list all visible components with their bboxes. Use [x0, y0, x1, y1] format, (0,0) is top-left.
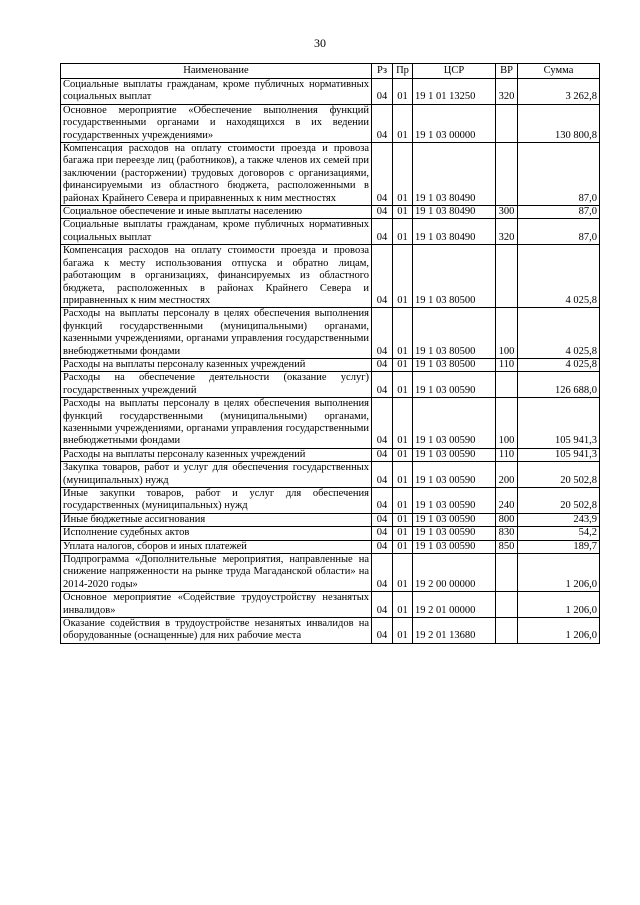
cell-rz: 04 [372, 448, 393, 461]
table-row [61, 488, 600, 514]
cell-pr: 01 [393, 592, 413, 618]
cell-pr: 01 [393, 448, 413, 461]
cell-sum: 3 262,8 [518, 79, 600, 105]
cell-vr: 110 [496, 358, 518, 371]
table-header-row [61, 64, 600, 79]
table-row [61, 527, 600, 540]
column-header-name: Наименование [61, 64, 372, 79]
cell-csr: 19 2 01 13680 [413, 618, 496, 644]
cell-pr: 01 [393, 79, 413, 105]
column-header-pr: Пр [393, 64, 413, 79]
cell-pr: 01 [393, 398, 413, 449]
cell-pr: 01 [393, 143, 413, 206]
cell-pr: 01 [393, 618, 413, 644]
cell-name: Закупка товаров, работ и услуг для обеспечения государственных (муниципальных) нужд [61, 462, 372, 488]
cell-name: Оказание содействия в трудоустройстве незанятых инвалидов на оборудованные (оснащенные) для них рабочие места [61, 618, 372, 644]
cell-rz: 04 [372, 104, 393, 142]
cell-pr: 01 [393, 219, 413, 245]
cell-name: Расходы на обеспечение деятельности (оказание услуг) государственных учреждений [61, 372, 372, 398]
cell-csr: 19 1 03 00590 [413, 488, 496, 514]
cell-rz: 04 [372, 592, 393, 618]
cell-sum: 126 688,0 [518, 372, 600, 398]
cell-vr: 320 [496, 79, 518, 105]
cell-name: Расходы на выплаты персоналу казенных учреждений [61, 448, 372, 461]
cell-name: Компенсация расходов на оплату стоимости проезда и провоза багажа к месту использования отпуска и обратно лицам, работающим в организациях, финансируемых из областного бюджета, расположенных в районах Крайнего Севера и приравненных к ним местностях [61, 245, 372, 308]
cell-sum: 1 206,0 [518, 554, 600, 592]
cell-csr: 19 2 01 00000 [413, 592, 496, 618]
cell-pr: 01 [393, 488, 413, 514]
cell-rz: 04 [372, 398, 393, 449]
cell-vr [496, 104, 518, 142]
cell-rz: 04 [372, 618, 393, 644]
cell-pr: 01 [393, 554, 413, 592]
cell-name: Подпрограмма «Дополнительные мероприятия, направленные на снижение напряженности на рынке труда Магаданской области» на 2014-2020 годы» [61, 554, 372, 592]
cell-vr [496, 554, 518, 592]
cell-pr: 01 [393, 372, 413, 398]
cell-sum: 4 025,8 [518, 245, 600, 308]
cell-sum: 87,0 [518, 219, 600, 245]
table-row [61, 540, 600, 553]
cell-name: Основное мероприятие «Содействие трудоустройству незанятых инвалидов» [61, 592, 372, 618]
cell-rz: 04 [372, 143, 393, 206]
cell-csr: 19 1 03 80500 [413, 358, 496, 371]
cell-rz: 04 [372, 462, 393, 488]
table-row [61, 618, 600, 644]
cell-vr: 240 [496, 488, 518, 514]
table-row [61, 513, 600, 526]
cell-sum: 189,7 [518, 540, 600, 553]
cell-sum: 4 025,8 [518, 308, 600, 359]
cell-rz: 04 [372, 554, 393, 592]
cell-rz: 04 [372, 488, 393, 514]
table-row [61, 79, 600, 105]
cell-rz: 04 [372, 308, 393, 359]
cell-rz: 04 [372, 219, 393, 245]
cell-name: Расходы на выплаты персоналу в целях обеспечения выполнения функций государственными (муниципальными) органами, казенными учреждениями, органами управления государственными внебюджетными фондами [61, 398, 372, 449]
cell-name: Расходы на выплаты персоналу казенных учреждений [61, 358, 372, 371]
cell-vr: 100 [496, 308, 518, 359]
cell-rz: 04 [372, 206, 393, 219]
cell-sum: 20 502,8 [518, 462, 600, 488]
table-row [61, 219, 600, 245]
cell-csr: 19 1 03 00590 [413, 513, 496, 526]
table-row [61, 245, 600, 308]
cell-sum: 1 206,0 [518, 592, 600, 618]
cell-sum: 105 941,3 [518, 448, 600, 461]
cell-csr: 19 1 03 80500 [413, 308, 496, 359]
table-row [61, 462, 600, 488]
cell-sum: 87,0 [518, 143, 600, 206]
cell-sum: 130 800,8 [518, 104, 600, 142]
cell-vr: 100 [496, 398, 518, 449]
cell-sum: 54,2 [518, 527, 600, 540]
cell-vr [496, 592, 518, 618]
cell-vr: 850 [496, 540, 518, 553]
cell-vr [496, 372, 518, 398]
cell-csr: 19 1 03 00000 [413, 104, 496, 142]
cell-vr [496, 143, 518, 206]
cell-pr: 01 [393, 206, 413, 219]
table-row [61, 448, 600, 461]
cell-vr [496, 245, 518, 308]
cell-vr: 300 [496, 206, 518, 219]
cell-csr: 19 1 03 80500 [413, 245, 496, 308]
cell-sum: 1 206,0 [518, 618, 600, 644]
cell-pr: 01 [393, 245, 413, 308]
cell-vr: 110 [496, 448, 518, 461]
column-header-vr: ВР [496, 64, 518, 79]
cell-sum: 105 941,3 [518, 398, 600, 449]
table-row [61, 398, 600, 449]
table-row [61, 143, 600, 206]
budget-table [60, 63, 600, 644]
cell-sum: 4 025,8 [518, 358, 600, 371]
page-number: 30 [314, 36, 326, 50]
column-header-sum: Сумма [518, 64, 600, 79]
cell-rz: 04 [372, 513, 393, 526]
cell-name: Уплата налогов, сборов и иных платежей [61, 540, 372, 553]
cell-pr: 01 [393, 513, 413, 526]
cell-sum: 20 502,8 [518, 488, 600, 514]
cell-csr: 19 1 03 80490 [413, 206, 496, 219]
cell-vr: 200 [496, 462, 518, 488]
table-row [61, 206, 600, 219]
cell-pr: 01 [393, 358, 413, 371]
cell-csr: 19 1 03 80490 [413, 143, 496, 206]
cell-name: Социальное обеспечение и иные выплаты населению [61, 206, 372, 219]
cell-csr: 19 1 03 00590 [413, 527, 496, 540]
cell-csr: 19 1 01 13250 [413, 79, 496, 105]
table-row [61, 358, 600, 371]
cell-name: Исполнение судебных актов [61, 527, 372, 540]
cell-name: Иные закупки товаров, работ и услуг для обеспечения государственных (муниципальных) нужд [61, 488, 372, 514]
cell-name: Компенсация расходов на оплату стоимости проезда и провоза багажа при переезде лиц (работников), а также членов их семей при заключении (расторжении) трудовых договоров с организациями, финансируемыми из областного бюджета, расположенными в районах Крайнего Севера и приравненных к ним местностях [61, 143, 372, 206]
column-header-rz: Рз [372, 64, 393, 79]
column-header-csr: ЦСР [413, 64, 496, 79]
cell-pr: 01 [393, 104, 413, 142]
table-row [61, 592, 600, 618]
table-row [61, 554, 600, 592]
cell-name: Социальные выплаты гражданам, кроме публичных нормативных социальных выплат [61, 219, 372, 245]
cell-vr: 830 [496, 527, 518, 540]
cell-name: Основное мероприятие «Обеспечение выполнения функций государственными органами и находящихся в их ведении государственных учреждениями» [61, 104, 372, 142]
cell-pr: 01 [393, 527, 413, 540]
cell-csr: 19 1 03 00590 [413, 462, 496, 488]
cell-csr: 19 1 03 00590 [413, 540, 496, 553]
cell-rz: 04 [372, 358, 393, 371]
table-row [61, 372, 600, 398]
cell-csr: 19 1 03 00590 [413, 398, 496, 449]
cell-pr: 01 [393, 308, 413, 359]
cell-rz: 04 [372, 540, 393, 553]
cell-vr: 800 [496, 513, 518, 526]
cell-rz: 04 [372, 372, 393, 398]
table-row [61, 308, 600, 359]
cell-sum: 243,9 [518, 513, 600, 526]
table-row [61, 104, 600, 142]
cell-vr: 320 [496, 219, 518, 245]
cell-rz: 04 [372, 245, 393, 308]
cell-name: Социальные выплаты гражданам, кроме публичных нормативных социальных выплат [61, 79, 372, 105]
cell-csr: 19 1 03 00590 [413, 448, 496, 461]
cell-rz: 04 [372, 79, 393, 105]
cell-pr: 01 [393, 462, 413, 488]
cell-csr: 19 2 00 00000 [413, 554, 496, 592]
cell-pr: 01 [393, 540, 413, 553]
cell-csr: 19 1 03 00590 [413, 372, 496, 398]
cell-csr: 19 1 03 80490 [413, 219, 496, 245]
cell-sum: 87,0 [518, 206, 600, 219]
cell-name: Иные бюджетные ассигнования [61, 513, 372, 526]
cell-name: Расходы на выплаты персоналу в целях обеспечения выполнения функций государственными (муниципальными) органами, казенными учреждениями, органами управления государственными внебюджетными фондами [61, 308, 372, 359]
cell-vr [496, 618, 518, 644]
cell-rz: 04 [372, 527, 393, 540]
